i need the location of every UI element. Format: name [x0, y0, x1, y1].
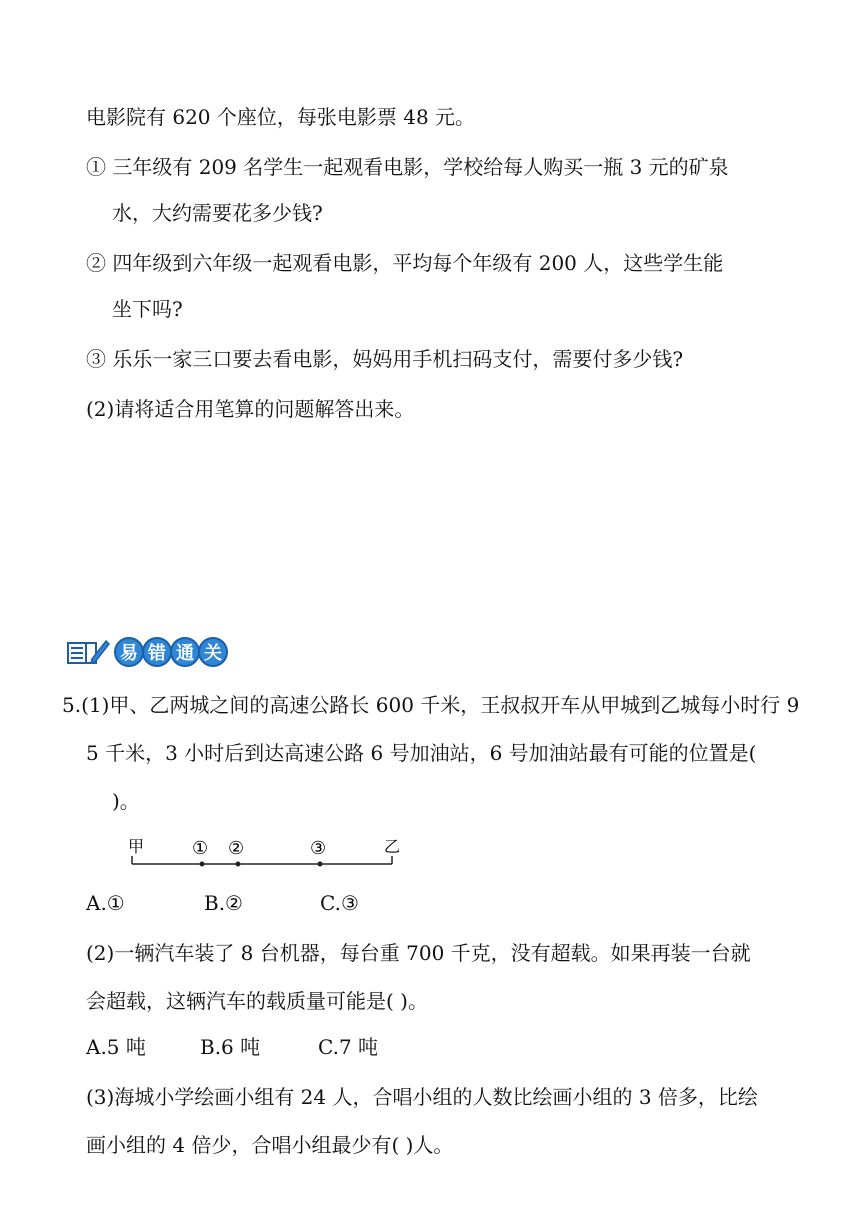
badge-char-3: 通: [170, 637, 200, 667]
choice-5-1-b: B.②: [204, 891, 243, 915]
choice-5-1-c: C.③: [320, 891, 359, 915]
question-2-line1: ② 四年级到六年级一起观看电影，平均每个年级有 200 人，这些学生能: [86, 251, 724, 275]
diagram-point-1-label: ①: [192, 838, 209, 859]
choice-5-2-a: A.5 吨: [86, 1035, 146, 1059]
question-2-line2: 坐下吗?: [112, 297, 183, 321]
diagram-point-2: [236, 862, 241, 867]
highway-diagram: [120, 834, 410, 874]
diagram-end-label: 乙: [384, 837, 401, 856]
badge-char-1: 易: [114, 637, 144, 667]
problem-5-1-line3: )。: [112, 789, 140, 813]
problem-5-1-line2: 5 千米，3 小时后到达高速公路 6 号加油站，6 号加油站最有可能的位置是(: [86, 741, 757, 765]
part-2-prompt: (2)请将适合用笔算的问题解答出来。: [86, 397, 415, 421]
choice-5-1-a: A.①: [86, 891, 125, 915]
badge-char-4: 关: [198, 637, 228, 667]
question-3: ③ 乐乐一家三口要去看电影，妈妈用手机扫码支付，需要付多少钱?: [86, 347, 684, 371]
diagram-point-3: [318, 862, 323, 867]
problem-5-3-line2: 画小组的 4 倍少，合唱小组最少有( )人。: [86, 1133, 454, 1157]
problem-5-2-line2: 会超载，这辆汽车的载质量可能是( )。: [86, 989, 428, 1013]
diagram-point-3-label: ③: [310, 838, 327, 859]
problem-5-1-line1: 5.(1)甲、乙两城之间的高速公路长 600 千米，王叔叔开车从甲城到乙城每小时行 9: [62, 693, 800, 717]
badge-char-2: 错: [142, 637, 172, 667]
diagram-start-label: 甲: [128, 837, 145, 856]
intro-text: 电影院有 620 个座位，每张电影票 48 元。: [86, 105, 476, 129]
problem-5-3-line1: (3)海城小学绘画小组有 24 人，合唱小组的人数比绘画小组的 3 倍多，比绘: [86, 1085, 758, 1109]
problem-5-2-line1: (2)一辆汽车装了 8 台机器，每台重 700 千克，没有超载。如果再装一台就: [86, 941, 751, 965]
choice-5-2-c: C.7 吨: [318, 1035, 379, 1059]
diagram-point-1: [200, 862, 205, 867]
section-badge: [66, 636, 226, 668]
diagram-point-2-label: ②: [228, 838, 245, 859]
choice-5-2-b: B.6 吨: [200, 1035, 261, 1059]
question-1-line1: ① 三年级有 209 名学生一起观看电影，学校给每人购买一瓶 3 元的矿泉: [86, 155, 729, 179]
question-1-line2: 水，大约需要花多少钱?: [112, 201, 323, 225]
book-pencil-icon: [66, 637, 110, 667]
